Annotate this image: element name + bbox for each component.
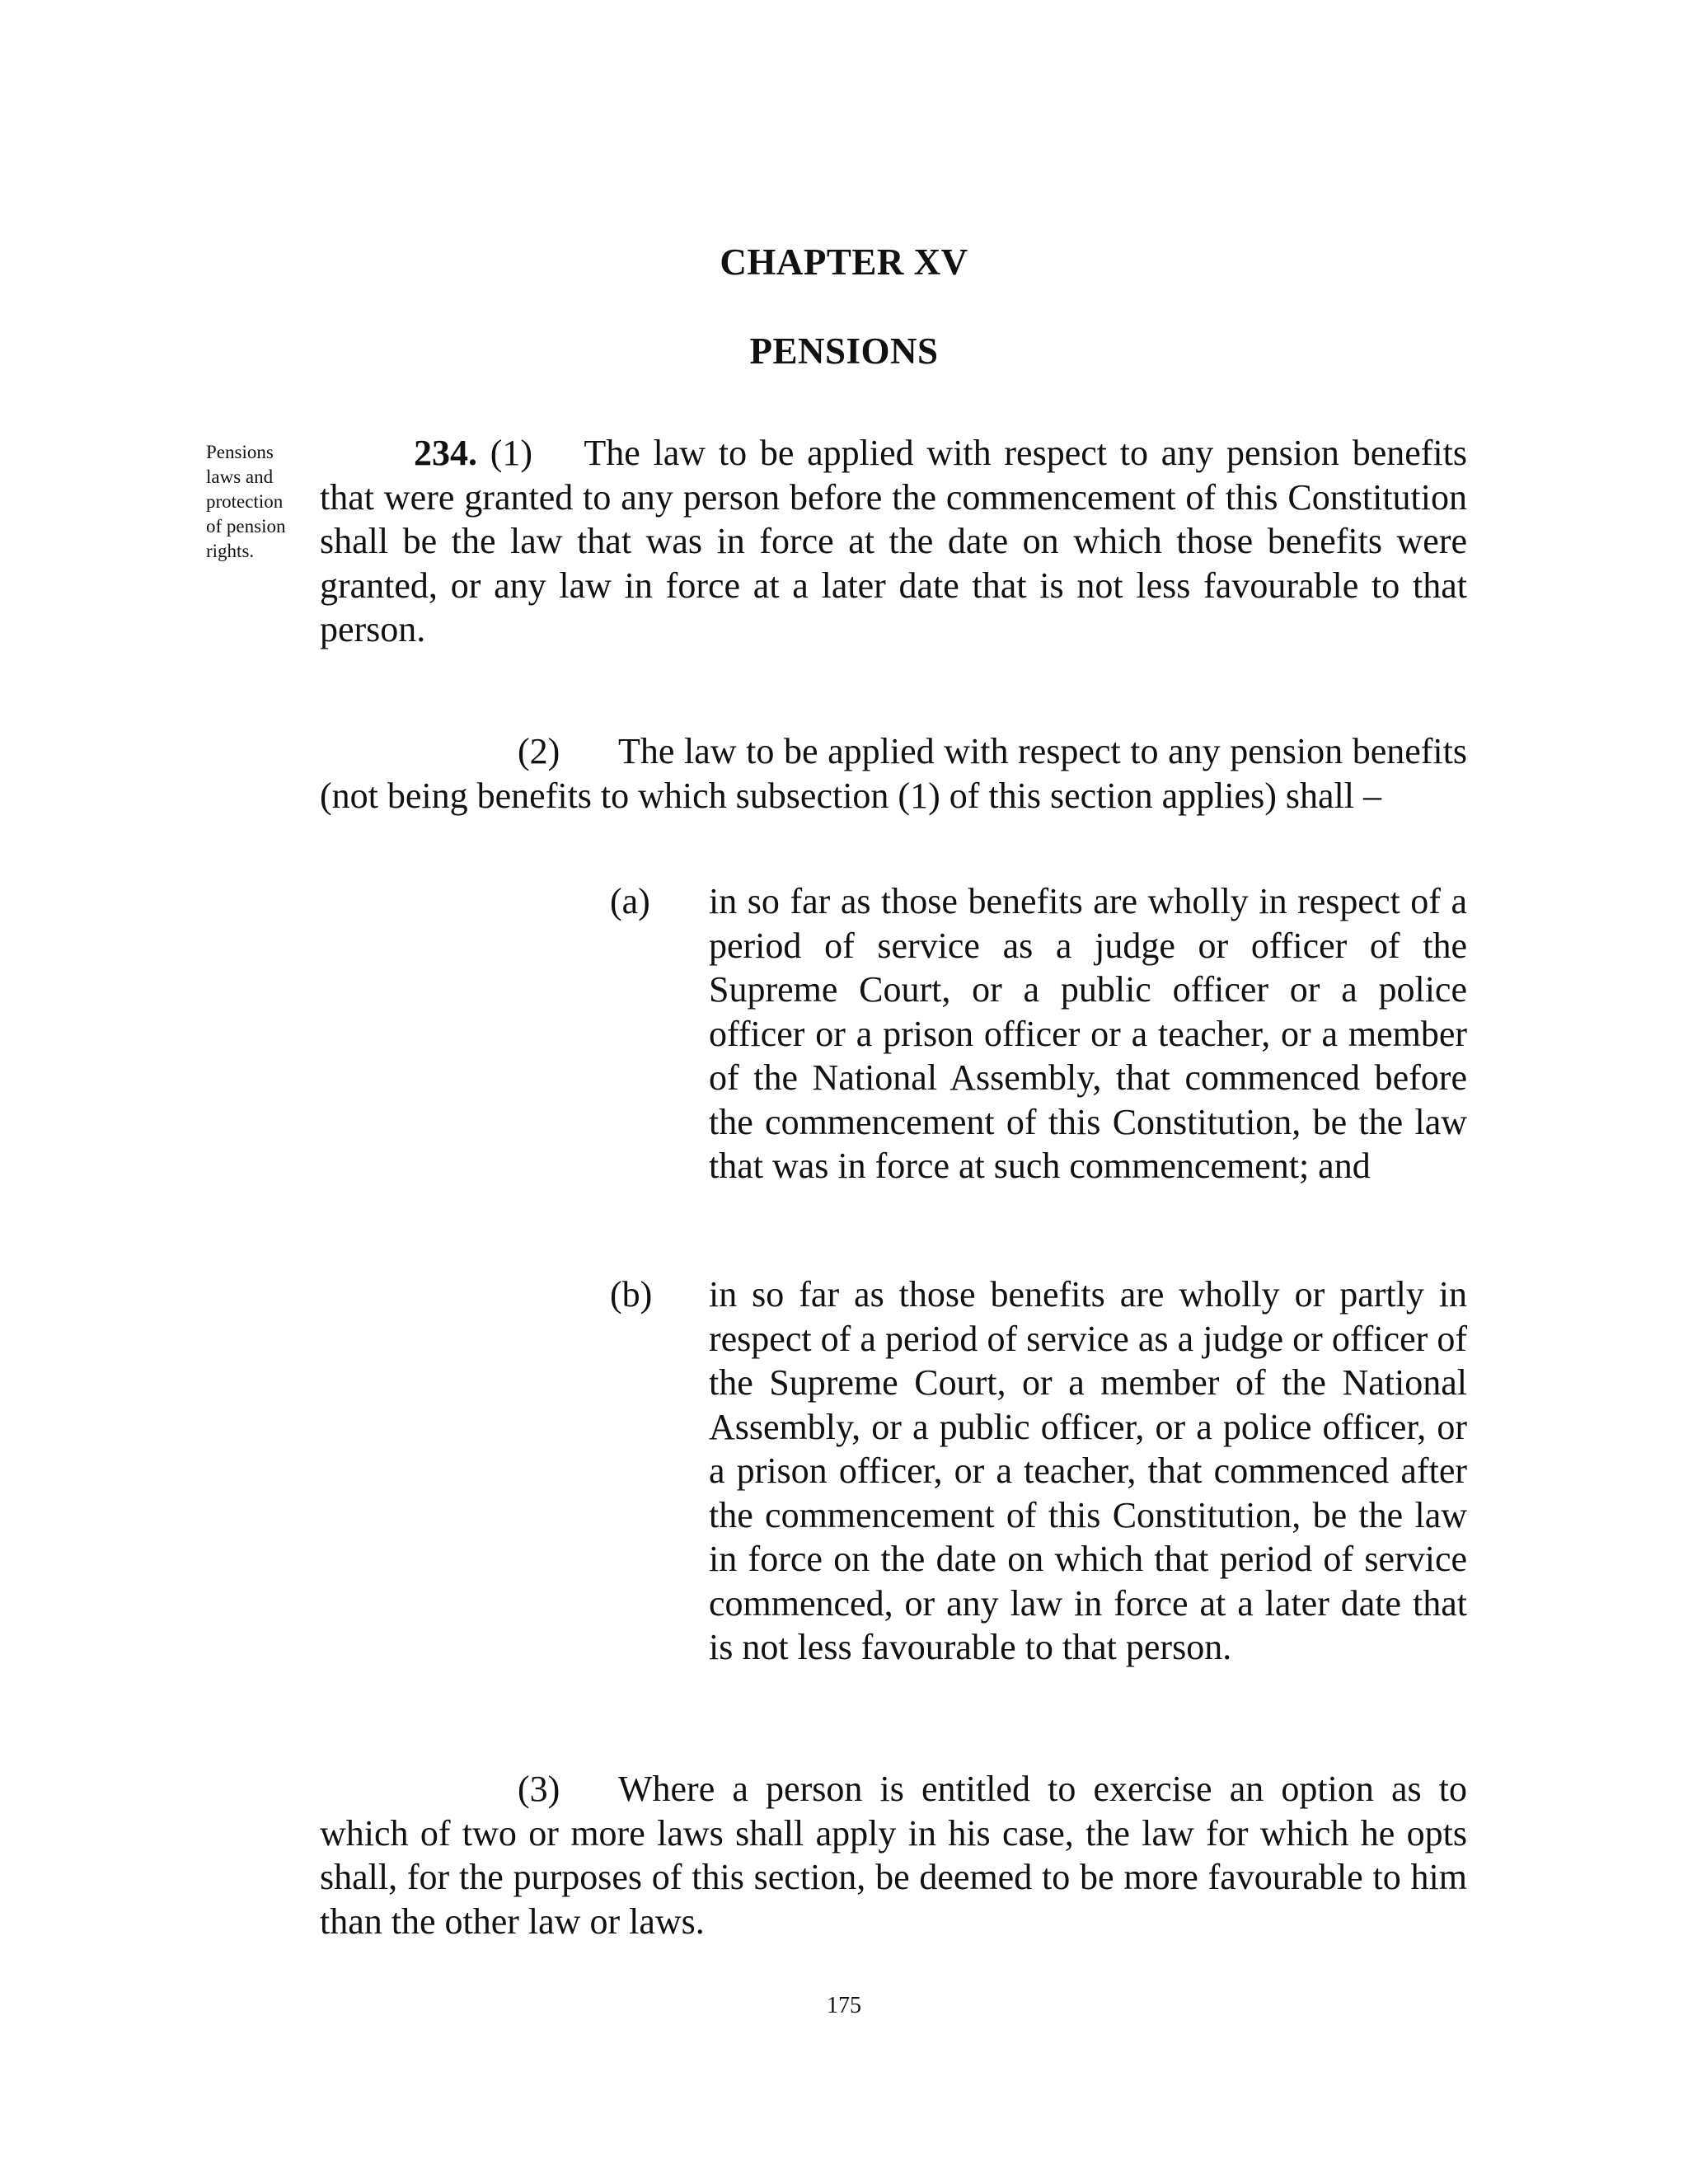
item-a-text: in so far as those benefits are wholly in respect of a period of service as a judge or officer of the Supreme Court, or a public officer or a police officer or a prison officer or a teacher, or a member of the National Assembly, that commenced before the commencement of this Constitution, be the law that was in force at such commencement; and	[709, 881, 1467, 1186]
marginal-note-line: of pension	[206, 516, 286, 537]
subsection-2-text: The law to be applied with respect to any pension benefits (not being benefits to which subsection (1) of this section applies) shall –	[320, 731, 1467, 816]
chapter-heading: CHAPTER XV	[720, 241, 968, 283]
marginal-note-line: laws and	[206, 466, 274, 487]
subsection-3-label: (3)	[518, 1769, 560, 1809]
part-heading: PENSIONS	[749, 330, 939, 372]
item-b-text: in so far as those benefits are wholly or partly in respect of a period of service as a judge or officer of the Supreme Court, or a member of the National Assembly, or a public officer, or a police officer, or a prison officer, or a teacher, that commenced after the commencement of this Constitution, be the law in force on the date on which that period of service commenced, or any law in force at a later date that is not less favourable to that person.	[709, 1274, 1467, 1667]
subsection-3	[320, 1767, 1467, 1943]
subsection-2-label: (2)	[518, 731, 560, 771]
page-number: 175	[827, 1993, 861, 2018]
subsection-1-label: (1)	[490, 433, 533, 473]
marginal-note-line: rights.	[206, 541, 255, 561]
item-a-label: (a)	[610, 881, 650, 921]
section-number: 234.	[414, 433, 477, 473]
subsection-1	[320, 431, 1467, 652]
marginal-note	[206, 440, 313, 564]
item-b-label: (b)	[610, 1274, 653, 1315]
marginal-note-line: protection	[206, 491, 284, 512]
subsection-3-text: Where a person is entitled to exercise an option as to which of two or more laws shall apply in his case, the law for which he opts shall, for the purposes of this section, be deemed to be more favourable to him than the other law or laws.	[320, 1769, 1467, 1942]
subsection-2	[320, 729, 1467, 818]
marginal-note-line: Pensions	[206, 442, 274, 462]
subsection-1-text: The law to be applied with respect to any pension benefits that were granted to any person before the commencement of this Constitution shall be the law that was in force at the date on which those benefits were granted, or any law in force at a later date that is not less favourable to that person.	[320, 433, 1467, 649]
